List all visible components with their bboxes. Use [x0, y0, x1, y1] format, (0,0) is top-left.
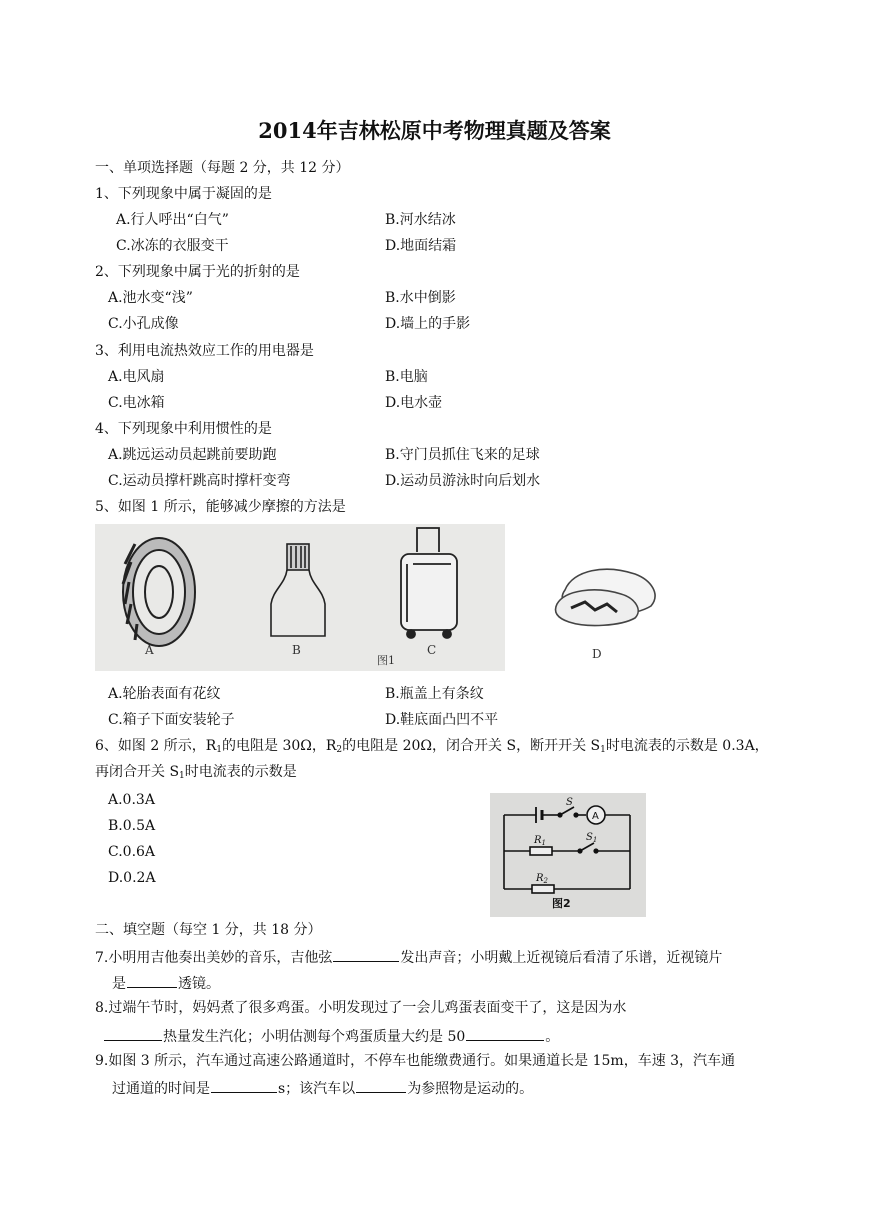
circuit-label-s: S: [566, 797, 573, 808]
figure-1-label-a: A: [145, 643, 154, 657]
figure-1-label-b: B: [292, 643, 301, 657]
q6-stem-line2: [95, 762, 297, 786]
tire-illustration: [123, 538, 195, 646]
q1-option-c: C.冰冻的衣服变干: [116, 238, 229, 254]
figure-2-circuit: [490, 793, 646, 917]
q9-line2: [112, 1077, 533, 1099]
q6-sub-s1: 1: [600, 745, 606, 755]
q3-option-d: D.电水壶: [385, 395, 443, 411]
q6-line2-part1: 再闭合开关 S: [95, 764, 180, 780]
q7-line2-part2: 透镜。: [178, 976, 220, 992]
figure-1-label-c: C: [427, 643, 437, 657]
answer-blank: [356, 1077, 406, 1093]
figure-2-caption: 图2: [552, 897, 571, 910]
q6-option-c: C.0.6A: [108, 844, 156, 860]
q1-option-b: B.河水结冰: [385, 212, 456, 228]
q8-line2-part2: 。: [545, 1029, 560, 1045]
q7-line1-part2: 发出声音；小明戴上近视镜后看清了乐谱，近视镜片: [400, 950, 723, 966]
q7-line2: [112, 972, 220, 994]
q5-option-b: B.瓶盖上有条纹: [385, 686, 484, 702]
q6-sub-r1: 1: [216, 745, 222, 755]
q4-option-a: A.跳远运动员起跳前要助跑: [108, 447, 277, 463]
answer-blank: [466, 1025, 544, 1041]
q6-option-b: B.0.5A: [108, 818, 156, 834]
q3-option-a: A.电风扇: [108, 369, 165, 385]
figure-1-caption: 图1: [377, 654, 395, 667]
q6-stem-part3: 的电阻是 20Ω，闭合开关 S，断开开关 S: [342, 738, 601, 754]
q9-line2-part2: s；该汽车以: [278, 1081, 356, 1097]
q6-line2-part2: 时电流表的示数是: [184, 764, 297, 780]
circuit-label-s1: $S_1$: [586, 832, 598, 844]
figure-1-label-d: D: [592, 647, 602, 661]
circuit-label-r1: $R_1$: [534, 835, 546, 847]
q1-stem: 1、下列现象中属于凝固的是: [95, 186, 272, 202]
section-heading-fill: 二、填空题（每空 1 分，共 18 分）: [95, 922, 322, 938]
q2-option-b: B.水中倒影: [385, 290, 456, 306]
q1-option-d: D.地面结霜: [385, 238, 457, 254]
q5-option-d: D.鞋底面凸凹不平: [385, 712, 499, 728]
answer-blank: [104, 1025, 162, 1041]
ammeter-label: A: [592, 811, 599, 822]
q9-line1: 9.如图 3 所示，汽车通过高速公路通道时，不停车也能缴费通行。如果通道长是 15m，车速 3，汽车通: [95, 1053, 736, 1069]
q6-option-a: A.0.3A: [108, 792, 155, 808]
q4-option-c: C.运动员撑杆跳高时撑杆变弯: [108, 473, 291, 489]
q4-option-d: D.运动员游泳时向后划水: [385, 473, 541, 489]
q5-option-c: C.箱子下面安装轮子: [108, 712, 235, 728]
q6-line2-sub: 1: [179, 771, 185, 781]
q3-option-c: C.电冰箱: [108, 395, 165, 411]
q6-stem-part2: 的电阻是 30Ω，R: [222, 738, 337, 754]
shoes-illustration: [556, 569, 656, 625]
q4-option-b: B.守门员抓住飞来的足球: [385, 447, 540, 463]
q7-line2-part1: 是: [112, 976, 126, 992]
q6-stem-part1: 6、如图 2 所示，R: [95, 738, 217, 754]
q6-stem-part4: 时电流表的示数是 0.3A，: [605, 738, 769, 754]
q8-line2: [103, 1025, 559, 1047]
circuit-label-r2: $R_2$: [536, 873, 548, 885]
q5-stem: 5、如图 1 所示，能够减少摩擦的方法是: [95, 499, 346, 515]
q9-line2-part3: 为参照物是运动的。: [407, 1081, 534, 1097]
q3-option-b: B.电脑: [385, 369, 428, 385]
answer-blank: [211, 1077, 277, 1093]
answer-blank: [333, 946, 399, 962]
q9-line2-part1: 过通道的时间是: [112, 1081, 210, 1097]
q6-stem-line1: [95, 736, 769, 760]
q6-option-d: D.0.2A: [108, 870, 156, 886]
figure-1: [95, 524, 665, 671]
section-heading-choice: 一、单项选择题（每题 2 分，共 12 分）: [95, 160, 350, 176]
q4-stem: 4、下列现象中利用惯性的是: [95, 421, 272, 437]
q7-line1: [95, 946, 722, 968]
q5-option-a: A.轮胎表面有花纹: [108, 686, 221, 702]
q2-option-a: A.池水变“浅”: [108, 290, 193, 306]
q6-sub-r2: 2: [336, 745, 343, 755]
q1-option-a: A.行人呼出“白气”: [116, 212, 229, 228]
q7-line1-part1: 7.小明用吉他奏出美妙的音乐，吉他弦: [95, 950, 333, 966]
answer-blank: [127, 972, 177, 988]
q3-stem: 3、利用电流热效应工作的用电器是: [95, 343, 314, 359]
q2-stem: 2、下列现象中属于光的折射的是: [95, 264, 300, 280]
q2-option-c: C.小孔成像: [108, 316, 179, 332]
q8-line2-part1: 热量发生汽化；小明估测每个鸡蛋质量大约是 50: [163, 1029, 466, 1045]
q2-option-d: D.墙上的手影: [385, 316, 471, 332]
q8-line1: 8.过端午节时，妈妈煮了很多鸡蛋。小明发现过了一会儿鸡蛋表面变干了，这是因为水: [95, 1000, 627, 1016]
page-title: 2014年吉林松原中考物理真题及答案: [258, 118, 611, 143]
